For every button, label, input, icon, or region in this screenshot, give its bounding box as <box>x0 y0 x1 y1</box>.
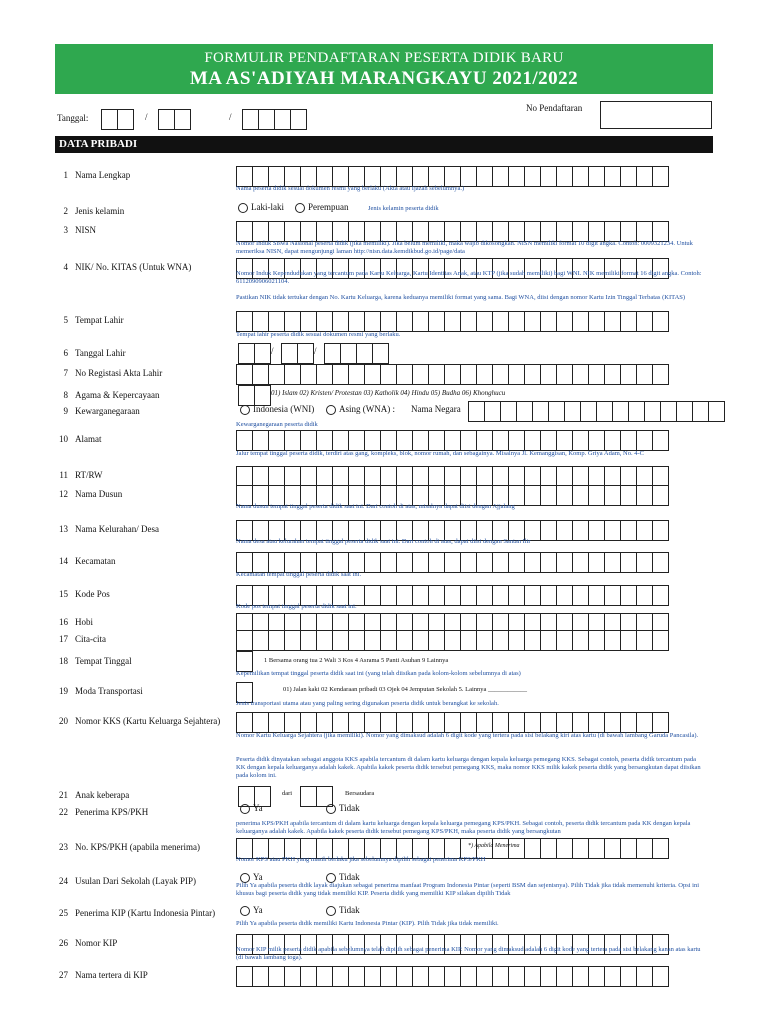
row-label: Tempat Lahir <box>75 315 124 325</box>
row-label: Nama tertera di KIP <box>75 970 148 980</box>
date-year-boxes[interactable] <box>242 109 306 130</box>
note-transportasi: Jenis transportasi utama atau yang paling sering digunakan peserta didik untuk berangkat ke sekolah. <box>236 700 499 707</box>
row-label: NIK/ No. KITAS (Untuk WNA) <box>75 262 192 272</box>
row-number: 24 <box>59 876 68 886</box>
date-slash: / <box>229 112 232 122</box>
char-input-boxes[interactable] <box>236 166 668 187</box>
tidak-label: Tidak <box>339 872 360 882</box>
negara-label: Nama Negara <box>411 404 461 414</box>
char-input-boxes[interactable] <box>236 552 668 573</box>
bersaudara-label: Bersaudara <box>345 790 375 797</box>
row-number: 9 <box>63 406 68 416</box>
row-label: Kecamatan <box>75 556 116 566</box>
form-title-banner <box>55 44 713 94</box>
row-number: 15 <box>59 589 68 599</box>
row-label: Kewarganegaraan <box>75 406 140 416</box>
negara-boxes[interactable] <box>468 401 724 422</box>
note-dusun: Nama dusun tempat tinggal peserta didik saat ini. Dari contoh di atas, misalnya dapat diisi dengan Ajjalang <box>236 503 515 510</box>
kip-tidak-option[interactable] <box>326 905 360 916</box>
gender-female-option[interactable] <box>295 202 349 213</box>
row-label: Anak keberapa <box>75 790 130 800</box>
row-number: 3 <box>63 225 68 235</box>
wna-option[interactable] <box>326 404 395 415</box>
row-label: Nama Lengkap <box>75 170 131 180</box>
row-number: 19 <box>59 686 68 696</box>
no-pendaftaran-field[interactable] <box>600 101 712 129</box>
note-kode-pos: Kode pos tempat tinggal peserta didik saat ini. <box>236 603 357 610</box>
tidak-label: Tidak <box>339 905 360 915</box>
row-number: 18 <box>59 656 68 666</box>
row-number: 5 <box>63 315 68 325</box>
row-label: Jenis kelamin <box>75 206 125 216</box>
male-label: Laki-laki <box>251 202 284 212</box>
row-label: RT/RW <box>75 470 103 480</box>
row-number: 1 <box>63 170 68 180</box>
row-number: 13 <box>59 524 68 534</box>
row-number: 11 <box>59 470 68 480</box>
radio-icon <box>240 405 250 415</box>
date-day-boxes[interactable] <box>101 109 133 130</box>
gender-note: Jenis kelamin peserta didik <box>368 205 439 212</box>
note-kps: penerima KPS/PKH apabila tercantum di dalam kartu keluarga dengan kepala keluarga pemegang KPS/PKH. Sebagai contoh, peserta didik tercantum pada KK dengan kepala keluarganya adalah kakek. Apabila kakek peserta didik tersebut pemegang KPS/PKH, maka peserta didik yang bersangkutan <box>236 820 691 835</box>
birth-year-boxes[interactable] <box>324 343 388 364</box>
row-label: Cita-cita <box>75 634 106 644</box>
wni-option[interactable] <box>240 404 314 415</box>
row-number: 20 <box>59 716 68 726</box>
row-number: 14 <box>59 556 68 566</box>
religion-options: 01) Islam 02) Kristen/ Protestan 03) Katholik 04) Hindu 05) Budha 06) Khonghucu <box>271 389 506 397</box>
form-title: FORMULIR PENDAFTARAN PESERTA DIDIK BARU <box>204 50 564 66</box>
row-label: Tempat Tinggal <box>75 656 132 666</box>
row-label: Tanggal Lahir <box>75 348 126 358</box>
tempat-tinggal-options: 1 Bersama orang tua 2 Wali 3 Kos 4 Asrama 5 Panti Asuhan 9 Lainnya <box>264 657 449 664</box>
char-input-boxes[interactable] <box>236 364 668 385</box>
radio-icon <box>240 906 250 916</box>
row-number: 4 <box>63 262 68 272</box>
char-input-boxes[interactable] <box>236 311 668 332</box>
row-label: Moda Transportasi <box>75 686 143 696</box>
note-no-kps: Nomor KPS atau PKH yang masih berlaku jika sebelumnya dipilih sebagai penerima KPS/PKH <box>236 856 486 863</box>
row-number: 25 <box>59 908 68 918</box>
note-nisn: Nomor Induk Siswa Nasional peserta didik (jika memiliki). Jika belum memiliki, maka wajib dikosongkan. NISN memiliki format 10 digit angka. Contoh: 0009321234. Untuk memeriksa NISN, dapat mengunjungi laman http://nisn.data.kemdikbud.go.id/page/data <box>236 240 693 255</box>
section-title: DATA PRIBADI <box>55 136 713 153</box>
note-pip: Pilih Ya apabila peserta didik layak diajukan sebagai penerima manfaat Program Indonesia Pintar (seperti BSM dan sejenisnya). Pilih Tidak jika tidak memenuhi kriteria. Opsi ini khusus bagi peserta didik yang tidak memiliki KIP. Peserta didik yang memiliki KIP silakan dipilih Tidak <box>236 882 700 897</box>
row-label: Nama Dusun <box>75 489 123 499</box>
kps-ya-option[interactable] <box>240 803 263 814</box>
note-nik-kitas: Pastikan NIK tidak tertukar dengan No. Kartu Keluarga, karena keduanya memiliki format yang sama. Bagi WNA, diisi dengan nomor Kartu Izin Tinggal Terbatas (KITAS) <box>236 294 686 301</box>
female-label: Perempuan <box>308 202 349 212</box>
row-label: Nama Kelurahan/ Desa <box>75 524 159 534</box>
radio-icon <box>326 804 336 814</box>
radio-icon <box>326 405 336 415</box>
no-pendaftaran-label: No Pendaftaran <box>526 103 583 113</box>
school-title: MA AS'ADIYAH MARANGKAYU 2021/2022 <box>189 68 579 89</box>
row-label: Penerima KIP (Kartu Indonesia Pintar) <box>75 908 216 918</box>
row-number: 7 <box>63 368 68 378</box>
radio-icon <box>238 203 248 213</box>
row-number: 12 <box>59 489 68 499</box>
row-label: Agama & Kepercayaan <box>75 390 160 400</box>
row-label: No Registasi Akta Lahir <box>75 368 163 378</box>
date-slash: / <box>314 346 317 356</box>
char-input-boxes[interactable] <box>236 430 668 451</box>
char-input-boxes[interactable] <box>236 712 668 733</box>
note-tempat-lahir: Tempat lahir peserta didik sesuai dokumen resmi yang berlaku. <box>236 331 401 338</box>
radio-icon <box>326 906 336 916</box>
note-kks: Nomor Kartu Keluarga Sejahtera (jika memiliki). Nomor yang dimaksud adalah 6 digit kode yang tertera pada sisi belakang kiri atas kartu (di bawah lambang Garuda Pancasila). <box>236 732 699 739</box>
ya-label: Ya <box>253 905 263 915</box>
date-slash: / <box>271 346 274 356</box>
row-label: Alamat <box>75 434 102 444</box>
wna-label: Asing (WNA) : <box>339 404 395 414</box>
note-nomor-kip: Nomor KIP milik peserta didik apabila sebelumnya telah dipilih sebagai penerima KIP. Nomor yang dimaksud adalah 6 digit kode yang tertera pada sisi belakang kanan atas kartu (di bawah lambang toga). <box>236 946 701 961</box>
row-number: 23 <box>59 842 68 852</box>
tanggal-label: Tanggal: <box>57 113 89 123</box>
tidak-label: Tidak <box>339 803 360 813</box>
dari-label: dari <box>282 790 293 797</box>
row-number: 2 <box>63 206 68 216</box>
row-label: Nomor KKS (Kartu Keluarga Sejahtera) <box>75 716 221 726</box>
row-number: 22 <box>59 807 68 817</box>
row-number: 16 <box>59 617 68 627</box>
note-kks-detail: Peserta didik dinyatakan sebagai anggota KKS apabila tercantum di dalam kartu keluarga dengan kepala keluarga pemegang KKS. Sebagai contoh, peserta didik tercantum pada KK dengan kepala keluarganya adalah kakek. Apabila kakek peserta didik tersebut pemegang KKS, maka nomor KKS milik kakek peserta didik yang bersangkutan dapat diisikan pada kolom ini. <box>236 756 701 779</box>
row-label: NISN <box>75 225 97 235</box>
date-slash: / <box>145 112 148 122</box>
row-label: No. KPS/PKH (apabila menerima) <box>75 842 200 852</box>
row-number: 27 <box>59 970 68 980</box>
transport-options: 01) Jalan kaki 02 Kendaraan pribadi 03 Ojek 04 Jemputan Sekolah 5. Lainnya ____________ <box>283 686 528 693</box>
ya-label: Ya <box>253 803 263 813</box>
char-input-boxes[interactable] <box>236 466 668 487</box>
note-kewarganegaraan: Kewarganegaraan peserta didik <box>236 421 318 428</box>
gender-male-option[interactable] <box>238 202 284 213</box>
row-number: 17 <box>59 634 68 644</box>
row-number: 10 <box>59 434 68 444</box>
note-alamat: Jalur tempat tinggal peserta didik, terdiri atas gang, kompleks, blok, nomor rumah, dan sebagainya. Misalnya Jl. Kemanggisan, Komp. Griya Adam, No. 4-C <box>236 450 644 457</box>
row-label: Usulan Dari Sekolah (Layak PIP) <box>75 876 196 886</box>
kps-tidak-option[interactable] <box>326 803 360 814</box>
ya-label: Ya <box>253 872 263 882</box>
note-tempat-tinggal: Kepemilikan tempat tinggal peserta didik saat ini (yang telah diisikan pada kolom-kolom sebelumnya di atas) <box>236 670 521 677</box>
birth-day-boxes[interactable] <box>238 343 270 364</box>
radio-icon <box>295 203 305 213</box>
radio-icon <box>240 804 250 814</box>
kip-ya-option[interactable] <box>240 905 263 916</box>
row-label: Penerima KPS/PKH <box>75 807 149 817</box>
note-kip: Pilih Ya apabila peserta didik memiliki Kartu Indonesia Pintar (KIP). Pilih Tidak jika tidak memiliki. <box>236 920 499 927</box>
religion-code-boxes[interactable] <box>238 385 270 406</box>
note-desa: Nama desa atau kelurahan tempat tinggal peserta didik saat ini. Dari contoh di atas, dapat diisi dengan Santan Ilir <box>236 538 531 545</box>
row-number: 8 <box>63 390 68 400</box>
row-number: 26 <box>59 938 68 948</box>
char-input-boxes[interactable] <box>236 630 668 651</box>
apabila-note: *) Apabila Menerima <box>468 843 520 849</box>
char-input-boxes[interactable] <box>236 966 668 987</box>
tempat-tinggal-box[interactable] <box>236 651 252 672</box>
note-kecamatan: Kecamatan tempat tinggal peserta didik saat ini. <box>236 571 362 578</box>
char-input-boxes[interactable] <box>236 221 668 242</box>
row-label: Hobi <box>75 617 93 627</box>
note-nama: Nama peserta didik sesuai dokumen resmi yang berlaku (Akta atau Ijazah sebelumnya.) <box>236 185 465 192</box>
wni-label: Indonesia (WNI) <box>253 404 315 414</box>
row-label: Kode Pos <box>75 589 110 599</box>
birth-month-boxes[interactable] <box>281 343 313 364</box>
row-number: 6 <box>63 348 68 358</box>
row-number: 21 <box>59 790 68 800</box>
row-label: Nomor KIP <box>75 938 118 948</box>
note-nik: Nomor Induk Kependudukan yang tercantum pada Kartu Keluarga, Kartu Identitas Anak, atau KTP (jika sudah memiliki) bagi WNI. NIK memiliki format 16 digit angka. Contoh: 6112090906021104. <box>236 270 702 285</box>
date-month-boxes[interactable] <box>158 109 190 130</box>
